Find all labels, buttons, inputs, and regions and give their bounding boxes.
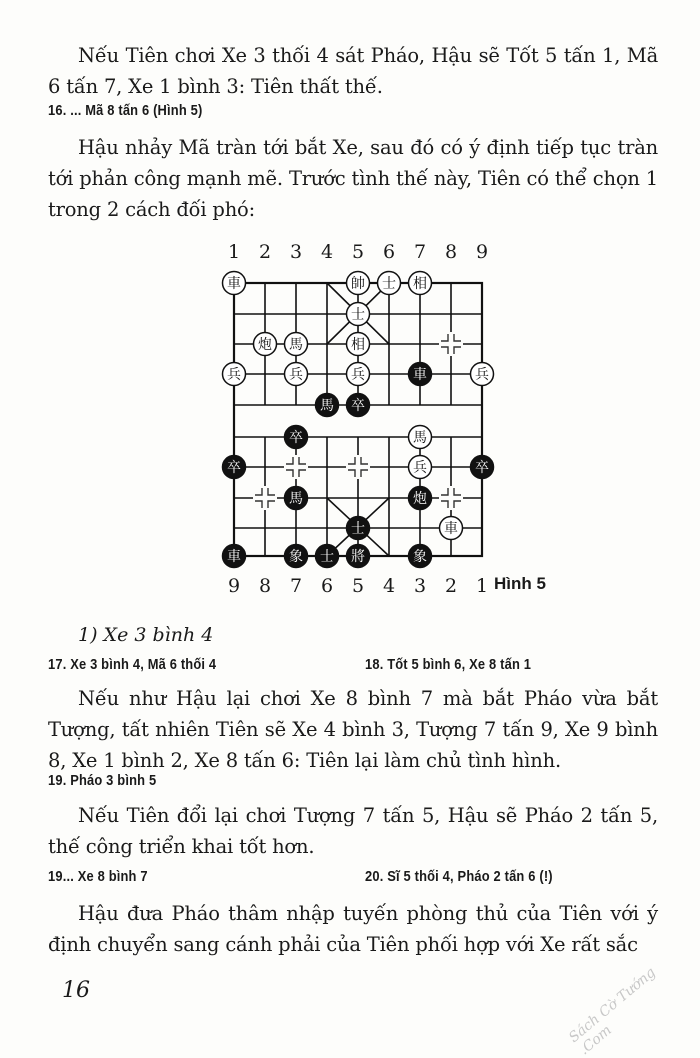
red-piece: [285, 333, 308, 356]
svg-text:卒: 卒: [227, 460, 241, 476]
svg-text:卒: 卒: [475, 460, 489, 476]
red-piece: [254, 333, 277, 356]
svg-text:士: 士: [351, 307, 365, 323]
file-number-top: 2: [258, 241, 272, 263]
black-piece: [347, 394, 370, 417]
file-number-top: 5: [351, 241, 365, 263]
file-number-bottom: 9: [227, 575, 241, 597]
svg-text:車: 車: [227, 276, 241, 292]
svg-text:車: 車: [227, 549, 241, 565]
paragraph-1: Nếu Tiên chơi Xe 3 thối 4 sát Pháo, Hậu sẽ Tốt 5 tấn 1, Mã 6 tấn 7, Xe 1 bình 3: Tiên thất thế.: [48, 44, 658, 98]
svg-text:兵: 兵: [289, 367, 303, 383]
page-number: 16: [62, 978, 90, 1003]
file-number-top: 4: [320, 241, 334, 263]
svg-text:車: 車: [413, 367, 427, 383]
svg-text:士: 士: [351, 521, 365, 537]
move-heading-19: 19. Pháo 3 bình 5: [48, 772, 157, 789]
svg-text:象: 象: [289, 549, 303, 565]
paragraph-5: Hậu đưa Pháo thâm nhập tuyến phòng thủ của Tiên với ý định chuyển sang cánh phải của Tiên phối hợp với Xe rất sắc: [48, 902, 658, 956]
red-piece: [409, 272, 432, 295]
file-number-top: 6: [382, 241, 396, 263]
red-piece: [471, 363, 494, 386]
black-piece: [285, 426, 308, 449]
svg-text:馬: 馬: [289, 337, 303, 353]
svg-text:車: 車: [444, 521, 458, 537]
black-piece: [285, 487, 308, 510]
paragraph-4: Nếu Tiên đổi lại chơi Tượng 7 tấn 5, Hậu sẽ Pháo 2 tấn 5, thế công triển khai tốt hơn.: [48, 804, 658, 858]
file-number-top: 1: [227, 241, 241, 263]
svg-text:馬: 馬: [413, 430, 427, 446]
file-number-bottom: 3: [413, 575, 427, 597]
black-piece: [316, 394, 339, 417]
red-piece: [347, 272, 370, 295]
position-mark: [284, 455, 308, 479]
svg-text:象: 象: [413, 549, 427, 565]
move-heading-19b: 19... Xe 8 bình 7: [48, 868, 148, 885]
svg-text:炮: 炮: [258, 337, 272, 353]
file-number-bottom: 8: [258, 575, 272, 597]
svg-text:將: 將: [351, 549, 365, 565]
svg-text:兵: 兵: [475, 367, 489, 383]
black-piece: [409, 545, 432, 568]
paragraph-3: Nếu như Hậu lại chơi Xe 8 bình 7 mà bắt Pháo vừa bắt Tượng, tất nhiên Tiên sẽ Xe 4 bình 3, Tượng 7 tấn 9, Xe 9 bình 8, Xe 1 bình 2, Xe 8 tấn 6: Tiên lại làm chủ tình hình.: [48, 687, 658, 772]
black-piece: [223, 456, 246, 479]
paragraph-2: Hậu nhảy Mã tràn tới bắt Xe, sau đó có ý định tiếp tục tràn tới phản công mạnh mẽ. Trước tình thế này, Tiên có thể chọn 1 trong 2 cách đối phó:: [48, 136, 658, 221]
file-number-top: 8: [444, 241, 458, 263]
black-piece: [223, 545, 246, 568]
black-piece: [347, 517, 370, 540]
svg-text:帥: 帥: [351, 276, 365, 292]
watermark: Sách Cờ Tướng .Com: [566, 964, 659, 1058]
svg-text:炮: 炮: [413, 491, 427, 507]
move-heading-17: 17. Xe 3 bình 4, Mã 6 thối 4: [48, 656, 217, 673]
svg-text:士: 士: [320, 549, 334, 565]
move-heading-18: 18. Tốt 5 bình 6, Xe 8 tấn 1: [365, 656, 532, 673]
red-piece: [378, 272, 401, 295]
svg-text:兵: 兵: [227, 367, 241, 383]
option-heading: 1) Xe 3 bình 4: [78, 624, 214, 646]
black-piece: [347, 545, 370, 568]
file-number-bottom: 4: [382, 575, 396, 597]
file-number-top: 3: [289, 241, 303, 263]
position-mark: [346, 455, 370, 479]
file-number-top: 7: [413, 241, 427, 263]
red-piece: [285, 363, 308, 386]
red-piece: [223, 363, 246, 386]
file-number-top: 9: [475, 241, 489, 263]
svg-text:兵: 兵: [413, 460, 427, 476]
file-number-bottom: 5: [351, 575, 365, 597]
red-piece: [440, 517, 463, 540]
svg-text:士: 士: [382, 276, 396, 292]
black-piece: [409, 363, 432, 386]
file-number-bottom: 1: [475, 575, 489, 597]
black-piece: [409, 487, 432, 510]
file-number-bottom: 2: [444, 575, 458, 597]
red-piece: [347, 303, 370, 326]
move-heading-20: 20. Sĩ 5 thối 4, Pháo 2 tấn 6 (!): [365, 868, 553, 885]
svg-text:相: 相: [413, 276, 427, 292]
file-number-bottom: 7: [289, 575, 303, 597]
move-heading-16: 16. ... Mã 8 tấn 6 (Hình 5): [48, 102, 203, 119]
position-mark: [439, 332, 463, 356]
svg-text:卒: 卒: [289, 430, 303, 446]
figure-caption: Hình 5: [494, 574, 546, 593]
black-piece: [471, 456, 494, 479]
svg-text:馬: 馬: [289, 491, 303, 507]
position-mark: [253, 486, 277, 510]
red-piece: [409, 426, 432, 449]
black-piece: [316, 545, 339, 568]
red-piece: [347, 333, 370, 356]
svg-text:相: 相: [351, 337, 365, 353]
svg-text:馬: 馬: [320, 398, 334, 414]
position-mark: [439, 486, 463, 510]
file-number-bottom: 6: [320, 575, 334, 597]
svg-text:兵: 兵: [351, 367, 365, 383]
svg-text:卒: 卒: [351, 398, 365, 414]
red-piece: [409, 456, 432, 479]
black-piece: [285, 545, 308, 568]
red-piece: [347, 363, 370, 386]
red-piece: [223, 272, 246, 295]
